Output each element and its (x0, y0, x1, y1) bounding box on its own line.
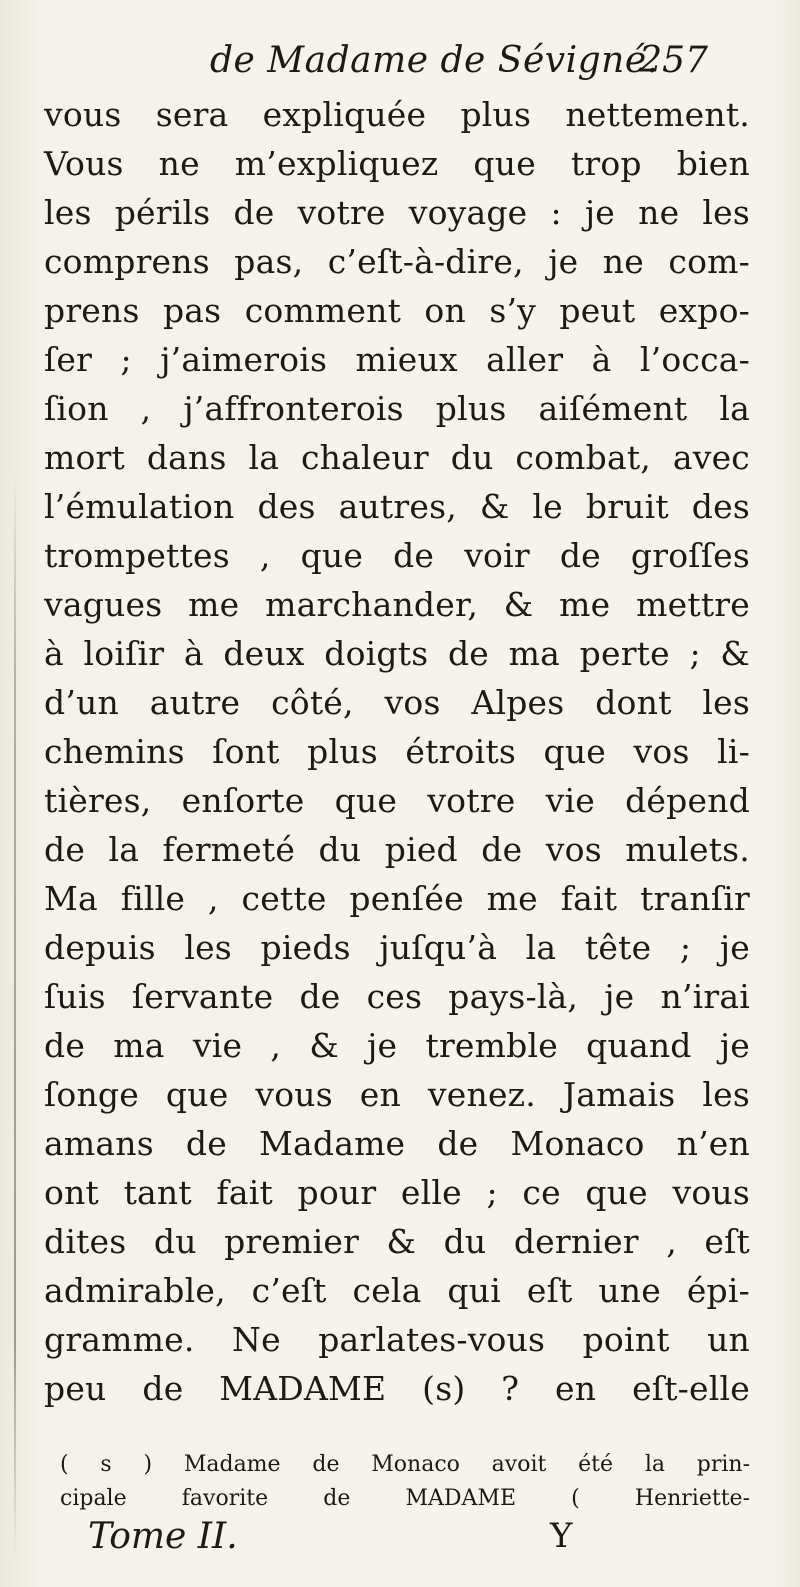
text-line: vagues me marchander, & me mettre (44, 585, 750, 624)
text-line: chemins ſont plus étroits que vos li- (44, 732, 750, 771)
text-line: amans de Madame de Monaco n’en (44, 1124, 750, 1163)
page-edge-shadow (14, 470, 16, 1560)
text-line: Ma fille , cette penſée me fait tranſir (44, 879, 750, 918)
running-head-title: de Madame de Sévigné. (210, 40, 659, 81)
text-line: Vous ne m’expliquez que trop bien (44, 144, 750, 183)
tome-label: Tome II. (88, 1516, 238, 1557)
footnote (60, 1448, 750, 1516)
text-line: ſonge que vous en venez. Jamais les (44, 1075, 750, 1114)
text-line: ſer ; j’aimerois mieux aller à l’occa- (44, 340, 750, 379)
text-line: gramme. Ne parlates-vous point un (44, 1320, 750, 1359)
text-line: mort dans la chaleur du combat, avec (44, 438, 750, 477)
footnote-line: ( s ) Madame de Monaco avoit été la prin- (60, 1452, 750, 1477)
text-line: à loiſir à deux doigts de ma perte ; & (44, 634, 750, 673)
text-line: ont tant fait pour elle ; ce que vous (44, 1173, 750, 1212)
text-line: admirable, c’eſt cela qui eſt une épi- (44, 1271, 750, 1310)
text-line: comprens pas, c’eſt-à-dire, je ne com- (44, 242, 750, 281)
text-line: peu de MADAME (s) ? en eſt-elle (44, 1369, 750, 1408)
text-line: ſion , j’affronterois plus aiſément la (44, 389, 750, 428)
footnote-line: cipale favorite de MADAME ( Henriette- (60, 1486, 750, 1511)
text-line: trompettes , que de voir de groſſes (44, 536, 750, 575)
text-line: depuis les pieds juſqu’à la tête ; je (44, 928, 750, 967)
main-text (44, 90, 750, 1413)
text-line: prens pas comment on s’y peut expo- (44, 291, 750, 330)
signature-mark: Y (550, 1516, 573, 1556)
text-line: de ma vie , & je tremble quand je (44, 1026, 750, 1065)
text-line: de la fermeté du pied de vos mulets. (44, 830, 750, 869)
running-head (0, 40, 800, 84)
text-line: d’un autre côté, vos Alpes dont les (44, 683, 750, 722)
text-line: tières, enſorte que votre vie dépend (44, 781, 750, 820)
text-line: l’émulation des autres, & le bruit des (44, 487, 750, 526)
text-line: ſuis ſervante de ces pays-là, je n’irai (44, 977, 750, 1016)
signature-line (88, 1516, 648, 1566)
page-number: 257 (639, 40, 708, 81)
text-line: dites du premier & du dernier , eſt (44, 1222, 750, 1261)
text-line: les périls de votre voyage : je ne les (44, 193, 750, 232)
text-line: vous sera expliquée plus nettement. (44, 95, 750, 134)
